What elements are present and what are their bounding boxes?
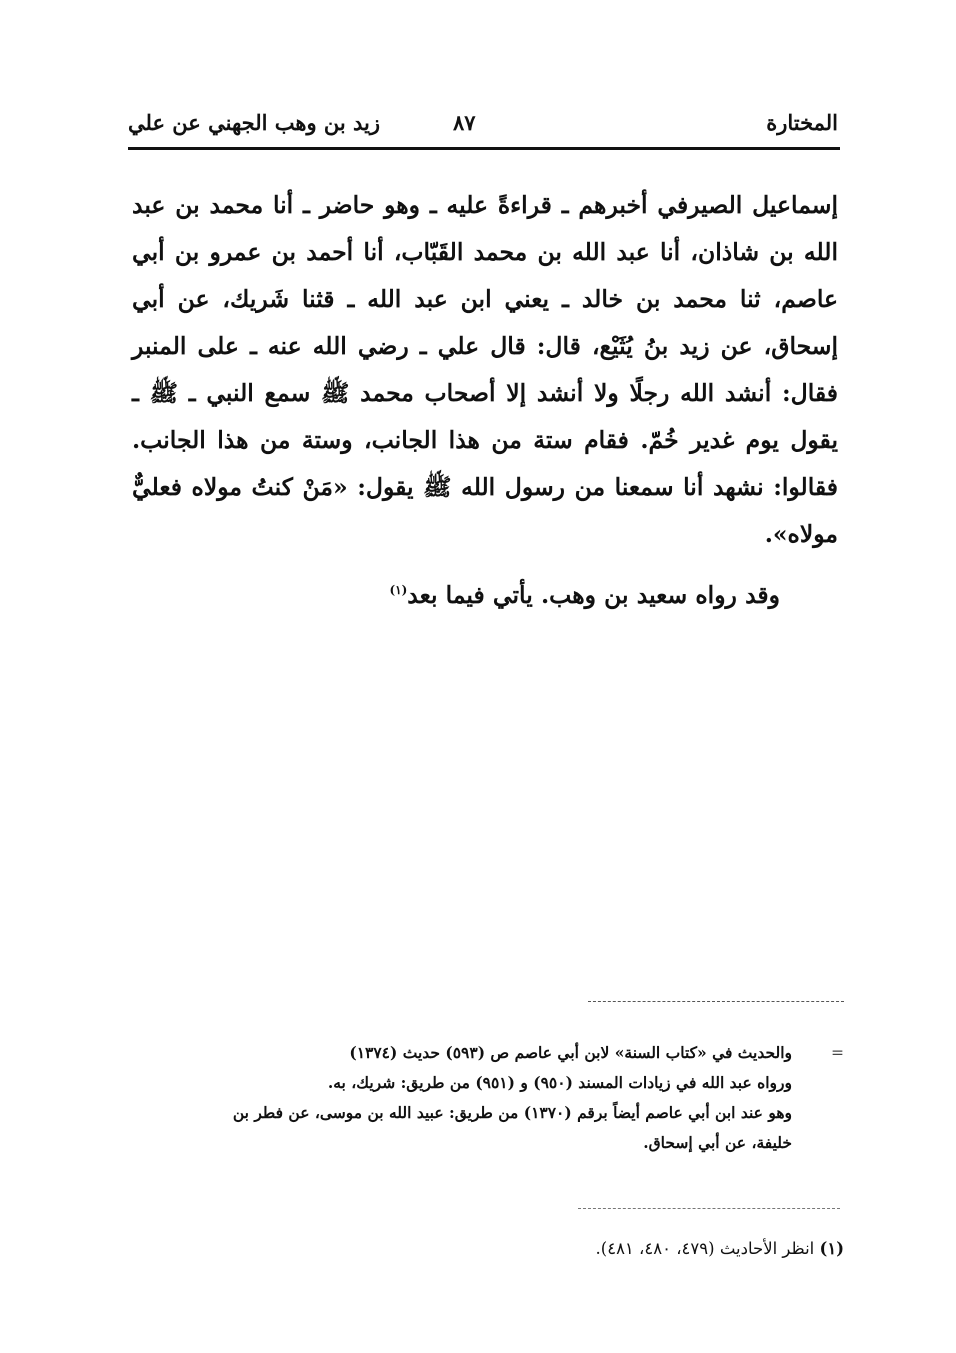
main-text: [132, 182, 838, 619]
footnote-1-number: (١): [819, 1239, 844, 1258]
footnote-line: خليفة، عن أبي إسحاق.: [643, 1133, 792, 1152]
footnote-line: والحديث في «كتاب السنة» لابن أبي عاصم ص (٥٩٣) حديث (١٣٧٤): [349, 1043, 792, 1062]
footnote-line: وهو عند ابن أبي عاصم أيضاً برقم (١٣٧٠) من طريق: عبيد الله بن موسى، عن فطر بن: [232, 1103, 792, 1122]
continuation-lines: [132, 1038, 792, 1158]
continuation-mark: =: [831, 1044, 844, 1062]
footnote-separator: [588, 1001, 844, 1002]
footnote-separator-2: [578, 1208, 840, 1209]
paragraph-1: إسماعيل الصيرفي أخبرهم ـ قراءةً عليه ـ وهو حاضر ـ أنا محمد بن عبد الله بن شاذان، أنا عبد الله بن محمد القَبّاب، أنا أحمد بن عمرو بن أبي عاصم، ثنا محمد بن خالد ـ يعني ابن عبد الله ـ قثنا شَريك، عن أبي إسحاق، عن زيد بنُ يُثَيْع، قال: قال علي ـ رضي الله عنه ـ على المنبر فقال: أنشد الله رجلًا ولا أنشد إلا أصحاب محمد ﷺ سمع النبي ـ ﷺ ـ يقول يوم غدير خُمّ. فقام ستة من هذا الجانب، وستة من هذا الجانب. فقالوا: نشهد أنا سمعنا من رسول الله ﷺ يقول: «مَنْ كنتُ مولاه فعليٌّ مولاه».: [132, 191, 838, 548]
paragraph-2: [132, 572, 838, 619]
page-number: ٨٧: [453, 110, 476, 135]
footnote-line: ورواه عبد الله في زيادات المسند (٩٥٠) و (٩٥١) من طريق: شريك، به.: [327, 1073, 792, 1092]
running-header: [128, 110, 838, 144]
paragraph-2-text: وقد رواه سعيد بن وهب. يأتي فيما بعد: [407, 581, 780, 609]
footnote-1: [400, 1234, 844, 1264]
footnote-ref-1: (١): [389, 583, 408, 598]
footnote-1-text: انظر الأحاديث (٤٧٩، ٤٨٠، ٤٨١).: [595, 1239, 815, 1258]
chapter-title: زيد بن وهب الجهني عن علي: [128, 110, 381, 135]
header-rule: [128, 147, 840, 150]
footnote-continuation: [132, 1038, 844, 1158]
book-title: المختارة: [766, 110, 838, 135]
